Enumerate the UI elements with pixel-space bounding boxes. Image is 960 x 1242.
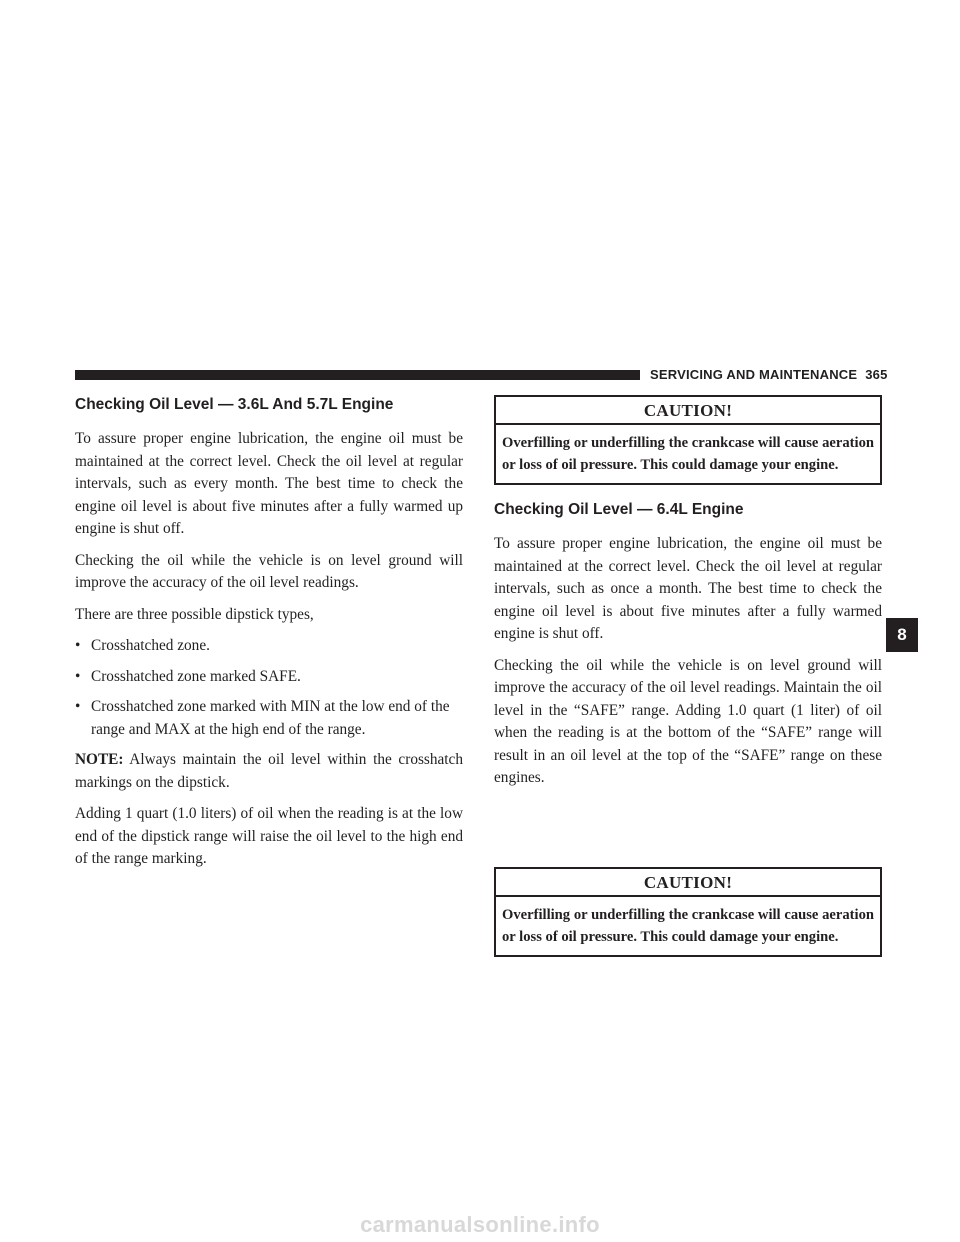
paragraph: To assure proper engine lubrication, the engine oil must be maintained at the correct level. Check the oil level at regular intervals, such as every month. The best time to check the engine oil level is about five minutes after a fully warmed up engine is shut off. — [75, 430, 463, 537]
list-item-text: Crosshatched zone marked SAFE. — [91, 667, 301, 685]
section-title: SERVICING AND MAINTENANCE — [650, 367, 858, 382]
caution-text: Overfilling or underfilling the crankcase will cause aeration or loss of oil pressure. This could damage your engine. — [502, 907, 874, 945]
section-heading-3-6l-5-7l: Checking Oil Level — 3.6L And 5.7L Engine — [75, 396, 394, 413]
note-text: Always maintain the oil level within the crosshatch markings on the dipstick. — [75, 751, 463, 791]
dipstick-types-list — [75, 635, 463, 741]
left-column — [75, 390, 463, 880]
bullet-icon: • — [75, 698, 81, 715]
chapter-tab: 8 — [886, 618, 918, 652]
section-heading-6-4l: Checking Oil Level — 6.4L Engine — [494, 501, 744, 518]
list-item — [75, 635, 463, 658]
paragraph: To assure proper engine lubrication, the engine oil must be maintained at the correct level. Check the oil level at regular intervals, such as once a month. The best time to check the engine oil level is about five minutes after a fully warmed engine is shut off. — [494, 535, 882, 642]
caution-title: CAUTION! — [496, 869, 880, 897]
note-paragraph — [75, 749, 463, 794]
header-rule — [75, 370, 640, 380]
list-item-text: Crosshatched zone. — [91, 637, 210, 654]
watermark: carmanualsonline.info — [360, 1212, 600, 1237]
list-item-text: Crosshatched zone marked with MIN at the low end of the range and MAX at the high end of the range. — [91, 698, 450, 738]
page-number: 365 — [865, 367, 888, 382]
bullet-icon: • — [75, 637, 81, 654]
right-column — [494, 390, 882, 799]
note-label: NOTE: — [75, 751, 124, 768]
paragraph: Checking the oil while the vehicle is on level ground will improve the accuracy of the oil level readings. Maintain the oil level in the “SAFE” range. Adding 1.0 quart (1 liter) of oil when the reading is at the bottom of the “SAFE” range will result in an oil level at the top of the “SAFE” range on these engines. — [494, 656, 882, 786]
paragraph: There are three possible dipstick types, — [75, 605, 314, 623]
caution-box — [494, 867, 882, 957]
paragraph: Adding 1 quart (1.0 liters) of oil when the reading is at the low end of the dipstick range will raise the oil level to the high end of the range marking. — [75, 805, 463, 867]
paragraph: Checking the oil while the vehicle is on level ground will improve the accuracy of the oil level readings. — [75, 551, 463, 591]
running-header — [650, 367, 888, 382]
caution-box — [494, 395, 882, 485]
bullet-icon: • — [75, 667, 81, 685]
list-item — [75, 696, 463, 741]
right-column-lower — [494, 862, 882, 972]
caution-text: Overfilling or underfilling the crankcase will cause aeration or loss of oil pressure. This could damage your engine. — [502, 435, 874, 473]
list-item — [75, 666, 463, 689]
caution-title: CAUTION! — [496, 397, 880, 425]
